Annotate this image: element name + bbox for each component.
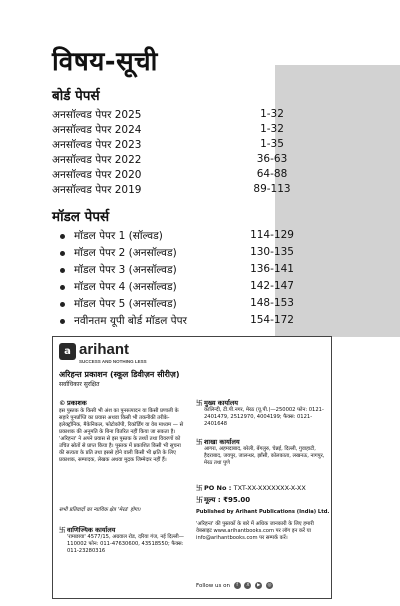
toc-pages: 114-129 [250,229,294,241]
toc-pages: 1-32 [260,123,284,135]
price: 卐मूल्य : ₹95.00 [196,496,251,504]
building-icon: 卐 [196,484,203,492]
toc-row[interactable] [52,168,342,182]
toc-label: मॉडल पेपर 2 (अनसॉल्वड) [74,247,177,259]
toc-pages: 1-35 [260,138,284,150]
toc-row[interactable] [60,229,350,243]
toc-label: अनसॉल्वड पेपर 2019 [52,184,142,196]
toc-pages: 130-135 [250,246,294,258]
toc-row[interactable] [60,297,350,311]
toc-pages: 1-32 [260,108,284,120]
toc-label: मॉडल पेपर 1 (सॉल्वड) [74,230,163,242]
toc-row[interactable] [60,280,350,294]
branch-list: आगरा, अहमदाबाद, बरेली, बेंगलुरु, चेन्नई, दिल्ली, गुवाहाटी, हैदराबाद, जयपुर, जालन्धर, झाँसी, कोलकाता, लखनऊ, नागपुर, मेरठ तथा पुणे [204,446,325,466]
toc-label: मॉडल पेपर 5 (अनसॉल्वड) [74,298,177,310]
instagram-icon[interactable]: ◎ [267,583,272,588]
toc-pages: 89-113 [253,183,291,195]
publisher-heading: © प्रकाशक [59,399,87,407]
toc-label: नवीनतम यूपी बोर्ड मॉडल पेपर [74,315,187,327]
commercial-office-address: 'रामछाया' 4577/15, अग्रवाल रोड, दरिया गंज, नई दिल्ली— 110002 फोन: 011-47630600, 43518550; फैक्स: 011-23280316 [67,534,184,554]
toc-row[interactable] [60,263,350,277]
rights-reserved: सर्वाधिकार सुरक्षित [59,381,100,388]
info-note: 'अरिहन्त' की पुस्तकों के बारे में अधिक जानकारी के लिए हमारी वेबसाइट www.arihantbooks.com पर लॉग इन करें या info@arihantbooks.com पर सम्पर्क करें। [196,521,314,541]
toc-label: अनसॉल्वड पेपर 2025 [52,109,142,121]
page-title: विषय-सूची [52,47,158,77]
toc-label: अनसॉल्वड पेपर 2022 [52,154,142,166]
toc-pages: 154-172 [250,314,294,326]
follow-label: Follow us on [196,583,230,589]
toc-label: अनसॉल्वड पेपर 2023 [52,139,142,151]
toc-row[interactable] [52,138,342,152]
toc-label: मॉडल पेपर 4 (अनसॉल्वड) [74,281,177,293]
toc-pages: 142-147 [250,280,294,292]
toc-row[interactable] [52,123,342,137]
twitter-icon[interactable]: X [246,583,250,588]
youtube-icon[interactable]: ▶ [256,583,261,588]
toc-pages: 136-141 [250,263,294,275]
toc-label: मॉडल पेपर 3 (अनसॉल्वड) [74,264,177,276]
bullet-icon [60,268,65,273]
arihant-logo [59,341,147,368]
publisher-series: अरिहन्त प्रकाशन (स्कूल डिवीज़न सीरीज़) [59,370,180,379]
toc-row[interactable] [52,153,342,167]
building-icon: 卐 [196,438,203,446]
po-number: 卐 PO No : TXT-XX-XXXXXXX-X-XX [196,484,306,492]
published-by: Published by Arihant Publications (India) Ltd. [196,509,330,515]
branch-office-heading: 卐 शाखा कार्यालय [196,438,240,446]
toc-row[interactable] [52,108,342,122]
bullet-icon [60,319,65,324]
bullet-icon [60,285,65,290]
colophon-box [52,336,332,599]
model-papers-heading: मॉडल पेपर्स [52,209,110,225]
building-icon: 卐 [196,496,203,504]
building-icon: 卐 [196,399,203,407]
social-links [196,582,273,589]
commercial-office-heading: 卐 वाणिज्यिक कार्यालय [59,526,116,534]
logo-tagline: SUCCESS AND NOTHING LESS [79,359,147,364]
head-office-address: कालिन्दी, टी.पी.नगर, मेरठ (यू.पी.)—250002 फोन: 0121-2401479, 2512970, 4004199; फैक्स: 0121-2401648 [204,407,324,427]
logo-wordmark: arihant [79,341,130,358]
head-office-heading: 卐 मुख्य कार्यालय [196,399,239,407]
board-papers-heading: बोर्ड पेपर्स [52,88,100,104]
disclaimer-text: इस पुस्तक के किसी भी अंश का पुनरुत्पादन या किसी प्रणाली के सहारे पुनर्प्राप्ति का प्रयास अथवा किसी भी तकनीकी तरीके-इलेक्ट्रॉनिक, मैकेनिकल, फोटोकॉपी, रिकॉर्डिंग या वेब माध्यम — से प्रकाशक की अनुमति के बिना वितरित नहीं किया जा सकता है। 'अरिहन्त' ने अपने प्रयास से इस पुस्तक के तथ्यों तथा विवरणों को उचित स्रोतों से प्राप्त किया है। पुस्तक में प्रकाशित किसी भी सूचना की सत्यता के प्रति तथा इससे होने वाली किसी भी क्षति के लिए प्रकाशक, सम्पादक, लेखक अथवा मुद्रक जिम्मेदार नहीं हैं। [59,408,184,463]
bullet-icon [60,234,65,239]
toc-label: अनसॉल्वड पेपर 2024 [52,124,142,136]
building-icon: 卐 [59,526,66,534]
toc-label: अनसॉल्वड पेपर 2020 [52,169,142,181]
toc-row[interactable] [60,314,350,328]
toc-pages: 36-63 [256,153,288,165]
bullet-icon [60,302,65,307]
copyright-icon: © [59,399,66,407]
toc-pages: 64-88 [256,168,288,180]
jurisdiction-text: सभी प्रतिवादों का न्यायिक क्षेत्र 'मेरठ' होगा। [59,507,141,513]
facebook-icon[interactable]: f [234,582,241,589]
arihant-logo-icon: a [59,343,76,360]
toc-row[interactable] [52,183,342,197]
toc-pages: 148-153 [250,297,294,309]
bullet-icon [60,251,65,256]
toc-row[interactable] [60,246,350,260]
